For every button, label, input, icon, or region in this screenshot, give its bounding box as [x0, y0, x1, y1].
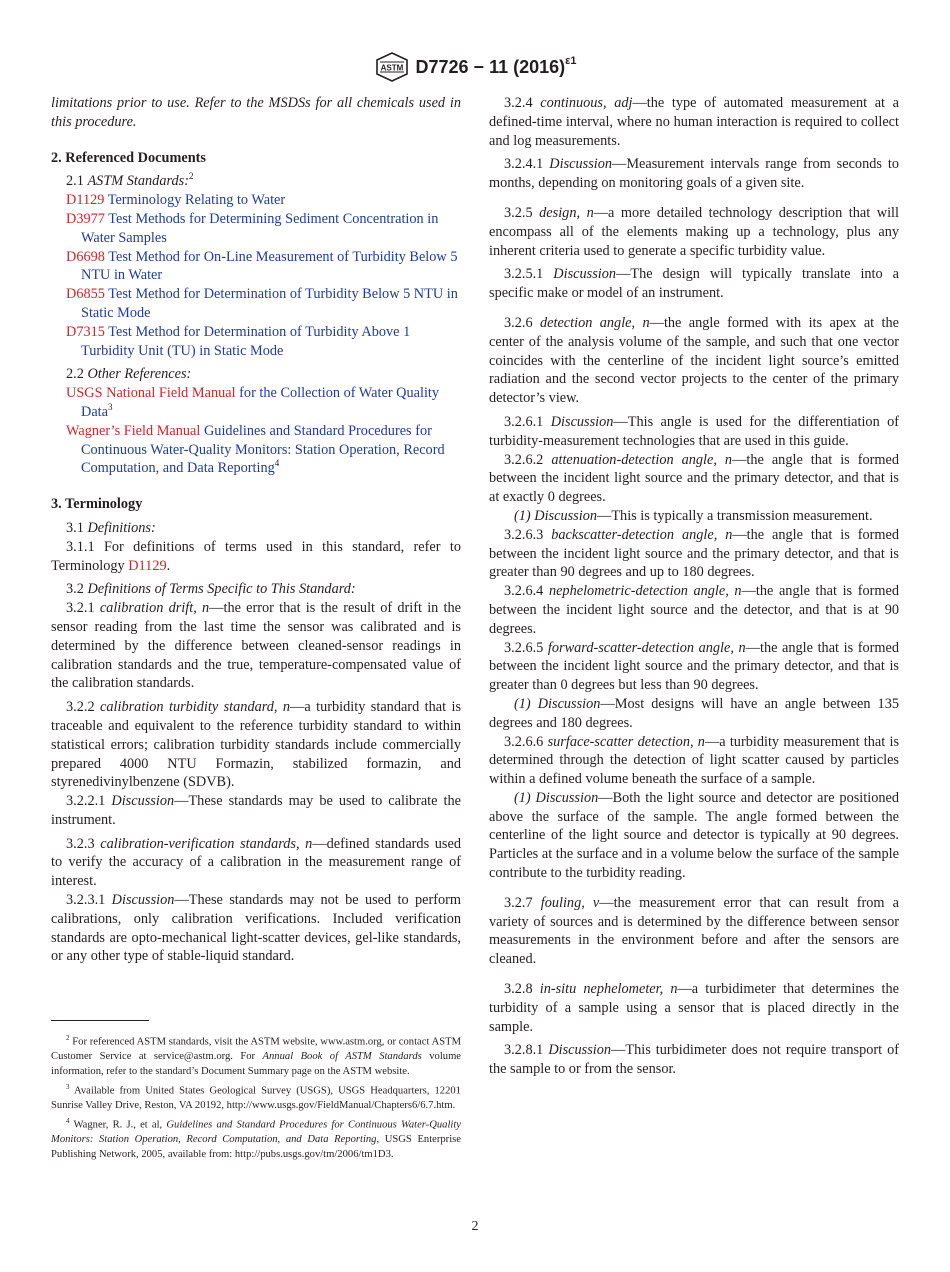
- definition: 3.2.1 calibration drift, n—the error that is the result of drift in the sensor reading from the last time the sensor was calibrated and is determined by the difference between cleaned-sensor readings in calibration standards and the true, temperature-compensated value of the calibration standards.: [51, 600, 462, 692]
- reference-item[interactable]: D6698 Test Method for On-Line Measurement of Turbidity Below 5 NTU in Water: [66, 248, 458, 284]
- paragraph: 3.2 Definitions of Terms Specific to This Standard:: [66, 581, 356, 598]
- footnote: $^4$ Wagner, R. J., et al, Guidelines and Standard Procedures for Continuous Water-Quality Monitors: Station Operation, Record Computation, and Data Reporting, USGS Enterprise Publishing Network, 2005, available from: http://pubs.usgs.gov/tm/2006/tm1D3.: [51, 1116, 461, 1160]
- definition: 3.2.6.1 Discussion—This angle is used for the differentiation of turbidity-measurement technologies that are used in this guide.: [489, 413, 900, 449]
- reference-item[interactable]: D7315 Test Method for Determination of Turbidity Above 1 Turbidity Unit (TU) in Static Mode: [66, 323, 411, 359]
- footnote: $^3$ Available from United States Geological Survey (USGS), USGS Headquarters, 12201 Sunrise Valley Drive, Reston, VA 20192, http://www.usgs.gov/FieldManual/Chapters6/6.7.htm.: [51, 1082, 461, 1111]
- right-column: [489, 94, 899, 1079]
- definition: 3.2.6 detection angle, n—the angle formed with its apex at the center of the analysis volume of the sample, and such that one vector coincides with the centerline of the incident light source’s emitted radiation and the second vector projects to the center of the primary detector’s view.: [489, 314, 899, 407]
- page-number: 2: [471, 1219, 479, 1234]
- definition: 3.2.4.1 Discussion—Measurement intervals range from seconds to months, depending on monitoring goals of a given site.: [489, 156, 900, 192]
- definition: 3.2.4 continuous, adj—the type of automated measurement at a defined-time interval, where no human interaction is required to collect and log measurements.: [489, 95, 899, 149]
- section-heading: 3. Terminology: [51, 496, 143, 513]
- astm-standards-label: 2.1 ASTM Standards:$^2$: [66, 171, 194, 190]
- intro-text: limitations prior to use. Refer to the MSDSs for all chemicals used in this procedure.: [51, 95, 461, 130]
- definition: 3.2.5 design, n—a more detailed technology description that will encompass all of the elements making up a technology, plus any inherent criteria used to generate a specific turbidity value.: [489, 204, 899, 259]
- reference-item[interactable]: D6855 Test Method for Determination of Turbidity Below 5 NTU in Static Mode: [66, 286, 458, 321]
- astm-logo-icon: [374, 52, 410, 82]
- definition: 3.2.2.1 Discussion—These standards may be used to calibrate the instrument.: [51, 793, 461, 828]
- left-column: [51, 94, 461, 966]
- definition: 3.2.2 calibration turbidity standard, n—a turbidity standard that is traceable and equivalent to the reference turbidity standard to within statistical errors; calibration turbidity standards include commercially prepared 4000 NTU Formazin, stabilized formazin, and styrenedivinylbenzene (SDVB).: [51, 699, 462, 791]
- footnote: $^2$ For referenced ASTM standards, visit the ASTM website, www.astm.org, or contact ASTM Customer Service at service@astm.org. For Annual Book of ASTM Standards volume information, refer to the standard’s Document Summary page on the ASTM website.: [51, 1034, 462, 1077]
- discussion: (1) Discussion—Both the light source and detector are positioned above the surface of the sample. The angle formed between the centerline of the light source and detector is typically at 90 degrees. Particles at the surface and in a volume below the surface of the sample contribute to the turbidity reading.: [489, 789, 899, 882]
- section-heading: 2. Referenced Documents: [51, 149, 206, 166]
- reference-item[interactable]: D1129 Terminology Relating to Water: [66, 192, 286, 209]
- definition: 3.2.6.5 forward-scatter-detection angle, n—the angle that is formed between the incident light source and the primary detector, and that is greater than 0 degrees but less than 90 degrees.: [489, 639, 900, 694]
- definition: 3.2.7 fouling, v—the measurement error that can result from a variety of sources and is determined by the difference between sensor measurements in the environment before and after the sensors are cleaned.: [489, 894, 899, 968]
- other-references-label: 2.2 Other References:: [66, 366, 192, 383]
- paragraph: 3.1.1 For definitions of terms used in this standard, refer to Terminology D1129.: [51, 538, 461, 574]
- definition: 3.2.6.6 surface-scatter detection, n—a turbidity measurement that is determined through the detection of light scatter caused by particles within a defined volume beneath the surface of a sample.: [489, 733, 900, 788]
- definition: 3.2.6.3 backscatter-detection angle, n—the angle that is formed between the incident light source and the primary detector, and that is greater than 90 degrees and up to 180 degrees.: [489, 526, 899, 581]
- footnotes: [51, 1031, 461, 1162]
- page-header: [0, 52, 950, 84]
- definition: 3.2.6.2 attenuation-detection angle, n—the angle that is formed between the incident light source and the primary detector, and that is at exactly 0 degrees.: [489, 451, 900, 506]
- reference-item[interactable]: Wagner’s Field Manual Guidelines and Standard Procedures for Continuous Water-Quality Monitors: Station Operation, Record Computation, and Data Reporting$^4$: [66, 422, 445, 477]
- footnote-divider: [51, 1020, 149, 1021]
- definition: 3.2.3.1 Discussion—These standards may not be used to perform calibrations, only calibration verifications. Included verification standards are opto-mechanical light-scatter devices, gel-like standards, or any other type of stable-liquid standard.: [51, 892, 461, 965]
- definition: 3.2.5.1 Discussion—The design will typically translate into a specific make or model of an instrument.: [489, 266, 899, 302]
- reference-item[interactable]: USGS National Field Manual for the Collection of Water Quality Data$^3$: [66, 385, 440, 420]
- designation: D7726 − 11 $(2016)^{\varepsilon 1}$: [415, 54, 577, 77]
- paragraph: 3.1 Definitions:: [66, 519, 156, 536]
- discussion: (1) Discussion—Most designs will have an angle between 135 degrees and 180 degrees.: [489, 695, 899, 731]
- d1129-link[interactable]: D1129: [128, 557, 167, 574]
- definition: 3.2.3 calibration-verification standards, n—defined standards used to verify the accuracy of a calibration in the measurement range of interest.: [51, 835, 461, 890]
- definition: 3.2.6.4 nephelometric-detection angle, n—the angle that is formed between the incident light source and the detector, and that is at 90 degrees.: [489, 583, 900, 637]
- discussion: (1) Discussion—This is typically a transmission measurement.: [514, 507, 873, 524]
- reference-item[interactable]: D3977 Test Methods for Determining Sediment Concentration in Water Samples: [66, 210, 439, 246]
- definition: 3.2.8 in-situ nephelometer, n—a turbidimeter that determines the turbidity of a sample using a sensor that is placed directly in the sample.: [489, 981, 899, 1035]
- definition: 3.2.8.1 Discussion—This turbidimeter does not require transport of the sample to or from the sensor.: [489, 1042, 900, 1078]
- svg-text:ASTM: ASTM: [380, 63, 403, 73]
